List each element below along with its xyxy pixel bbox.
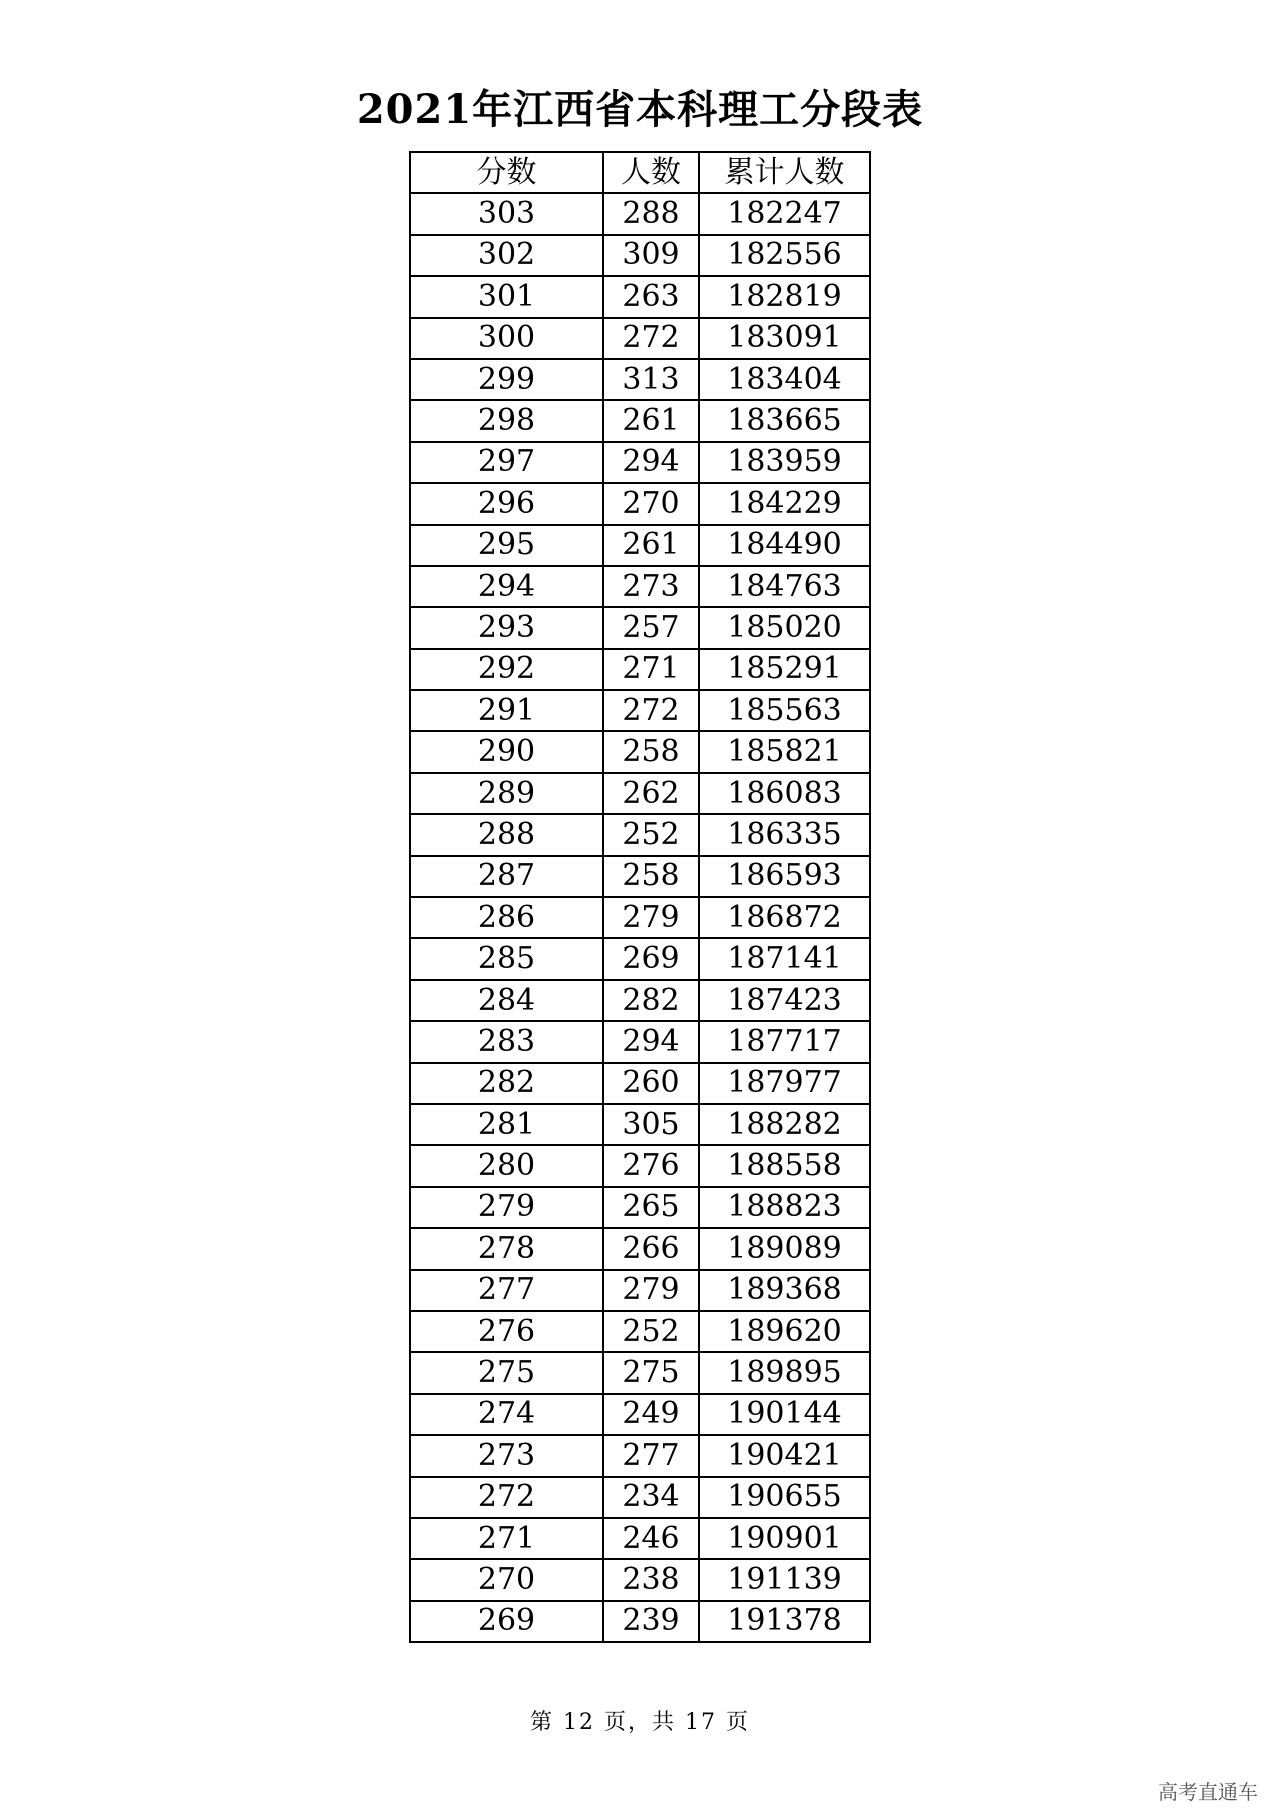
cell-cumulative: 187141 [699,938,870,979]
cell-score: 293 [410,607,603,648]
table-row [410,897,870,938]
table-row [410,276,870,317]
cell-count: 265 [603,1187,699,1228]
cell-cumulative: 190144 [699,1394,870,1435]
header-count: 人数 [603,152,699,193]
cell-count: 234 [603,1477,699,1518]
table-header-row [410,152,870,193]
cell-cumulative: 185563 [699,690,870,731]
cell-cumulative: 185291 [699,649,870,690]
cell-score: 275 [410,1352,603,1393]
cell-score: 287 [410,856,603,897]
cell-score: 274 [410,1394,603,1435]
cell-count: 272 [603,318,699,359]
cell-score: 302 [410,235,603,276]
cell-count: 266 [603,1228,699,1269]
cell-cumulative: 184490 [699,525,870,566]
cell-cumulative: 182556 [699,235,870,276]
table-row [410,359,870,400]
score-table [409,151,871,1643]
cell-count: 261 [603,525,699,566]
table-row [410,442,870,483]
table-row [410,1021,870,1062]
cell-count: 313 [603,359,699,400]
table-row [410,193,870,234]
cell-count: 239 [603,1601,699,1642]
cell-score: 286 [410,897,603,938]
cell-count: 294 [603,442,699,483]
cell-score: 292 [410,649,603,690]
table-row [410,1435,870,1476]
page-title: 2021年江西省本科理工分段表 [356,86,924,133]
table-row [410,525,870,566]
cell-count: 275 [603,1352,699,1393]
cell-score: 296 [410,483,603,524]
cell-count: 288 [603,193,699,234]
cell-cumulative: 191139 [699,1559,870,1600]
table-row [410,1601,870,1642]
table-row [410,1270,870,1311]
cell-count: 246 [603,1518,699,1559]
cell-cumulative: 190421 [699,1435,870,1476]
cell-count: 279 [603,897,699,938]
cell-count: 294 [603,1021,699,1062]
cell-count: 276 [603,1145,699,1186]
cell-score: 278 [410,1228,603,1269]
page-footer: 第 12 页，共 17 页 [530,1710,750,1735]
cell-score: 291 [410,690,603,731]
cell-cumulative: 189089 [699,1228,870,1269]
cell-cumulative: 183959 [699,442,870,483]
cell-cumulative: 185020 [699,607,870,648]
table-row [410,566,870,607]
table-row [410,773,870,814]
table-row [410,649,870,690]
cell-count: 263 [603,276,699,317]
cell-cumulative: 186335 [699,814,870,855]
table-row [410,1311,870,1352]
header-score: 分数 [410,152,603,193]
cell-count: 252 [603,1311,699,1352]
table-row [410,607,870,648]
cell-score: 270 [410,1559,603,1600]
score-table-container [409,151,871,1643]
cell-score: 300 [410,318,603,359]
cell-cumulative: 188282 [699,1104,870,1145]
cell-cumulative: 184763 [699,566,870,607]
cell-cumulative: 188558 [699,1145,870,1186]
cell-score: 289 [410,773,603,814]
cell-cumulative: 182819 [699,276,870,317]
cell-score: 285 [410,938,603,979]
table-row [410,235,870,276]
cell-score: 295 [410,525,603,566]
table-row [410,1104,870,1145]
cell-cumulative: 188823 [699,1187,870,1228]
cell-cumulative: 184229 [699,483,870,524]
table-row [410,814,870,855]
table-row [410,1518,870,1559]
table-row [410,856,870,897]
cell-count: 269 [603,938,699,979]
cell-count: 271 [603,649,699,690]
cell-cumulative: 185821 [699,731,870,772]
cell-count: 262 [603,773,699,814]
cell-score: 288 [410,814,603,855]
cell-cumulative: 187977 [699,1063,870,1104]
cell-score: 297 [410,442,603,483]
cell-score: 277 [410,1270,603,1311]
cell-count: 272 [603,690,699,731]
cell-score: 284 [410,980,603,1021]
cell-cumulative: 186083 [699,773,870,814]
cell-score: 269 [410,1601,603,1642]
table-row [410,1187,870,1228]
cell-score: 303 [410,193,603,234]
table-body [410,193,870,1642]
table-row [410,731,870,772]
cell-cumulative: 191378 [699,1601,870,1642]
cell-cumulative: 182247 [699,193,870,234]
cell-score: 272 [410,1477,603,1518]
table-row [410,1063,870,1104]
cell-score: 273 [410,1435,603,1476]
table-row [410,483,870,524]
cell-cumulative: 183091 [699,318,870,359]
table-row [410,1228,870,1269]
cell-score: 294 [410,566,603,607]
table-row [410,980,870,1021]
cell-score: 299 [410,359,603,400]
cell-count: 277 [603,1435,699,1476]
cell-score: 282 [410,1063,603,1104]
cell-count: 261 [603,400,699,441]
cell-score: 276 [410,1311,603,1352]
cell-count: 305 [603,1104,699,1145]
cell-count: 279 [603,1270,699,1311]
cell-cumulative: 189368 [699,1270,870,1311]
cell-count: 238 [603,1559,699,1600]
cell-cumulative: 187717 [699,1021,870,1062]
table-row [410,1145,870,1186]
cell-cumulative: 187423 [699,980,870,1021]
table-row [410,318,870,359]
table-row [410,1477,870,1518]
cell-cumulative: 183404 [699,359,870,400]
cell-cumulative: 189895 [699,1352,870,1393]
table-row [410,400,870,441]
cell-score: 283 [410,1021,603,1062]
cell-score: 281 [410,1104,603,1145]
cell-score: 279 [410,1187,603,1228]
cell-count: 258 [603,856,699,897]
cell-cumulative: 186593 [699,856,870,897]
cell-count: 252 [603,814,699,855]
cell-cumulative: 190901 [699,1518,870,1559]
cell-count: 270 [603,483,699,524]
cell-score: 280 [410,1145,603,1186]
cell-count: 260 [603,1063,699,1104]
cell-count: 249 [603,1394,699,1435]
cell-cumulative: 189620 [699,1311,870,1352]
cell-cumulative: 190655 [699,1477,870,1518]
table-row [410,1394,870,1435]
table-row [410,938,870,979]
cell-score: 301 [410,276,603,317]
table-row [410,1352,870,1393]
cell-score: 298 [410,400,603,441]
cell-count: 257 [603,607,699,648]
cell-cumulative: 186872 [699,897,870,938]
cell-score: 290 [410,731,603,772]
cell-cumulative: 183665 [699,400,870,441]
header-cumulative: 累计人数 [699,152,870,193]
cell-count: 273 [603,566,699,607]
table-row [410,690,870,731]
cell-count: 258 [603,731,699,772]
cell-score: 271 [410,1518,603,1559]
watermark: 高考直通车 [1158,1780,1258,1804]
table-row [410,1559,870,1600]
cell-count: 309 [603,235,699,276]
cell-count: 282 [603,980,699,1021]
